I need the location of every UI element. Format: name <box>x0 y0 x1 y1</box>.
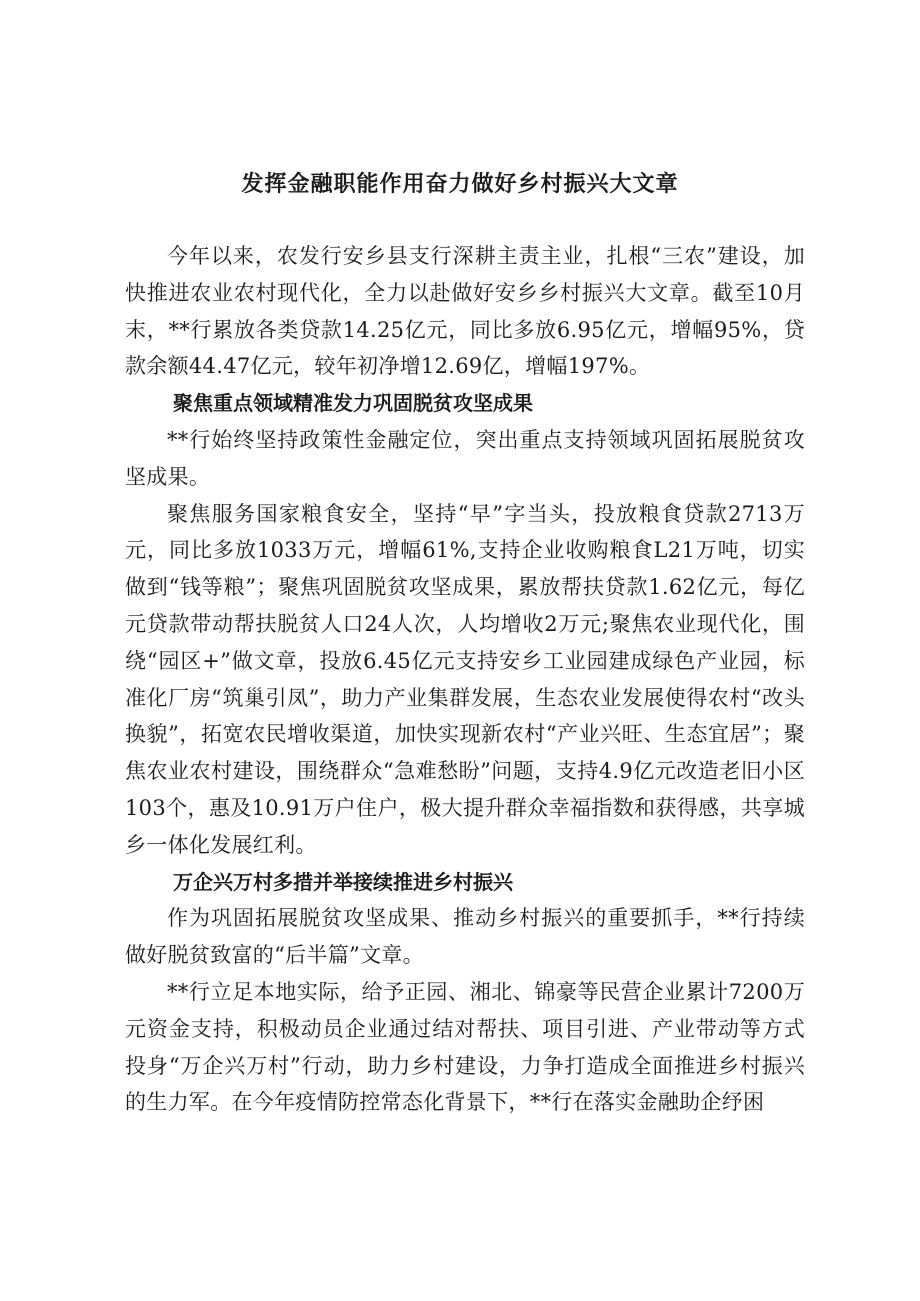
section-1-paragraph-1: **行始终坚持政策性金融定位，突出重点支持领域巩固拓展脱贫攻坚成果。 <box>125 427 805 489</box>
section-2-paragraph-1: 作为巩固拓展脱贫攻坚成果、推动乡村振兴的重要抓手，**行持续做好脱贫致富的“后半篇”文章。 <box>125 906 805 968</box>
section-2-paragraph-2: **行立足本地实际，给予正园、湘北、锦豪等民营企业累计7200万元资金支持，积极动员企业通过结对帮扶、项目引进、产业带动等方式投身“万企兴万村”行动，助力乡村建设，力争打造成全面推进乡村振兴的生力军。在今年疫情防控常态化背景下，**行在落实金融助企纾困 <box>125 979 805 1115</box>
section-heading-2: 万企兴万村多措并举接续推进乡村振兴 <box>173 869 513 894</box>
document-body <box>125 238 805 1121</box>
intro-paragraph: 今年以来，农发行安乡县支行深耕主责主业，扎根“三农”建设，加快推进农业农村现代化，全力以赴做好安乡乡村振兴大文章。截至10月末，**行累放各类贷款14.25亿元，同比多放6.95亿元，增幅95%，贷款余额44.47亿元，较年初净增12.69亿，增幅197%。 <box>125 244 805 379</box>
section-1-paragraph-2: 聚焦服务国家粮食安全，坚持“早”字当头，投放粮食贷款2713万元，同比多放1033万元，增幅61%,支持企业收购粮食L21万吨，切实做到“钱等粮”；聚焦巩固脱贫攻坚成果，累放帮扶贷款1.62亿元，每亿元贷款带动帮扶脱贫人口24人次，人均增收2万元;聚焦农业现代化，围绕“园区+”做文章，投放6.45亿元支持安乡工业园建成绿色产业园，标准化厂房“筑巢引凤”，助力产业集群发展，生态农业发展使得农村“改头换貌”，拓宽农民增收渠道，加快实现新农村“产业兴旺、生态宜居”；聚焦农业农村建设，围绕群众“急难愁盼”问题，支持4.9亿元改造老旧小区103个，惠及10.91万户住户，极大提升群众幸福指数和获得感，共享城乡一体化发展红利。 <box>125 501 805 857</box>
section-heading-1: 聚焦重点领域精准发力巩固脱贫攻坚成果 <box>173 391 533 416</box>
document-title: 发挥金融职能作用奋力做好乡村振兴大文章 <box>241 172 679 197</box>
